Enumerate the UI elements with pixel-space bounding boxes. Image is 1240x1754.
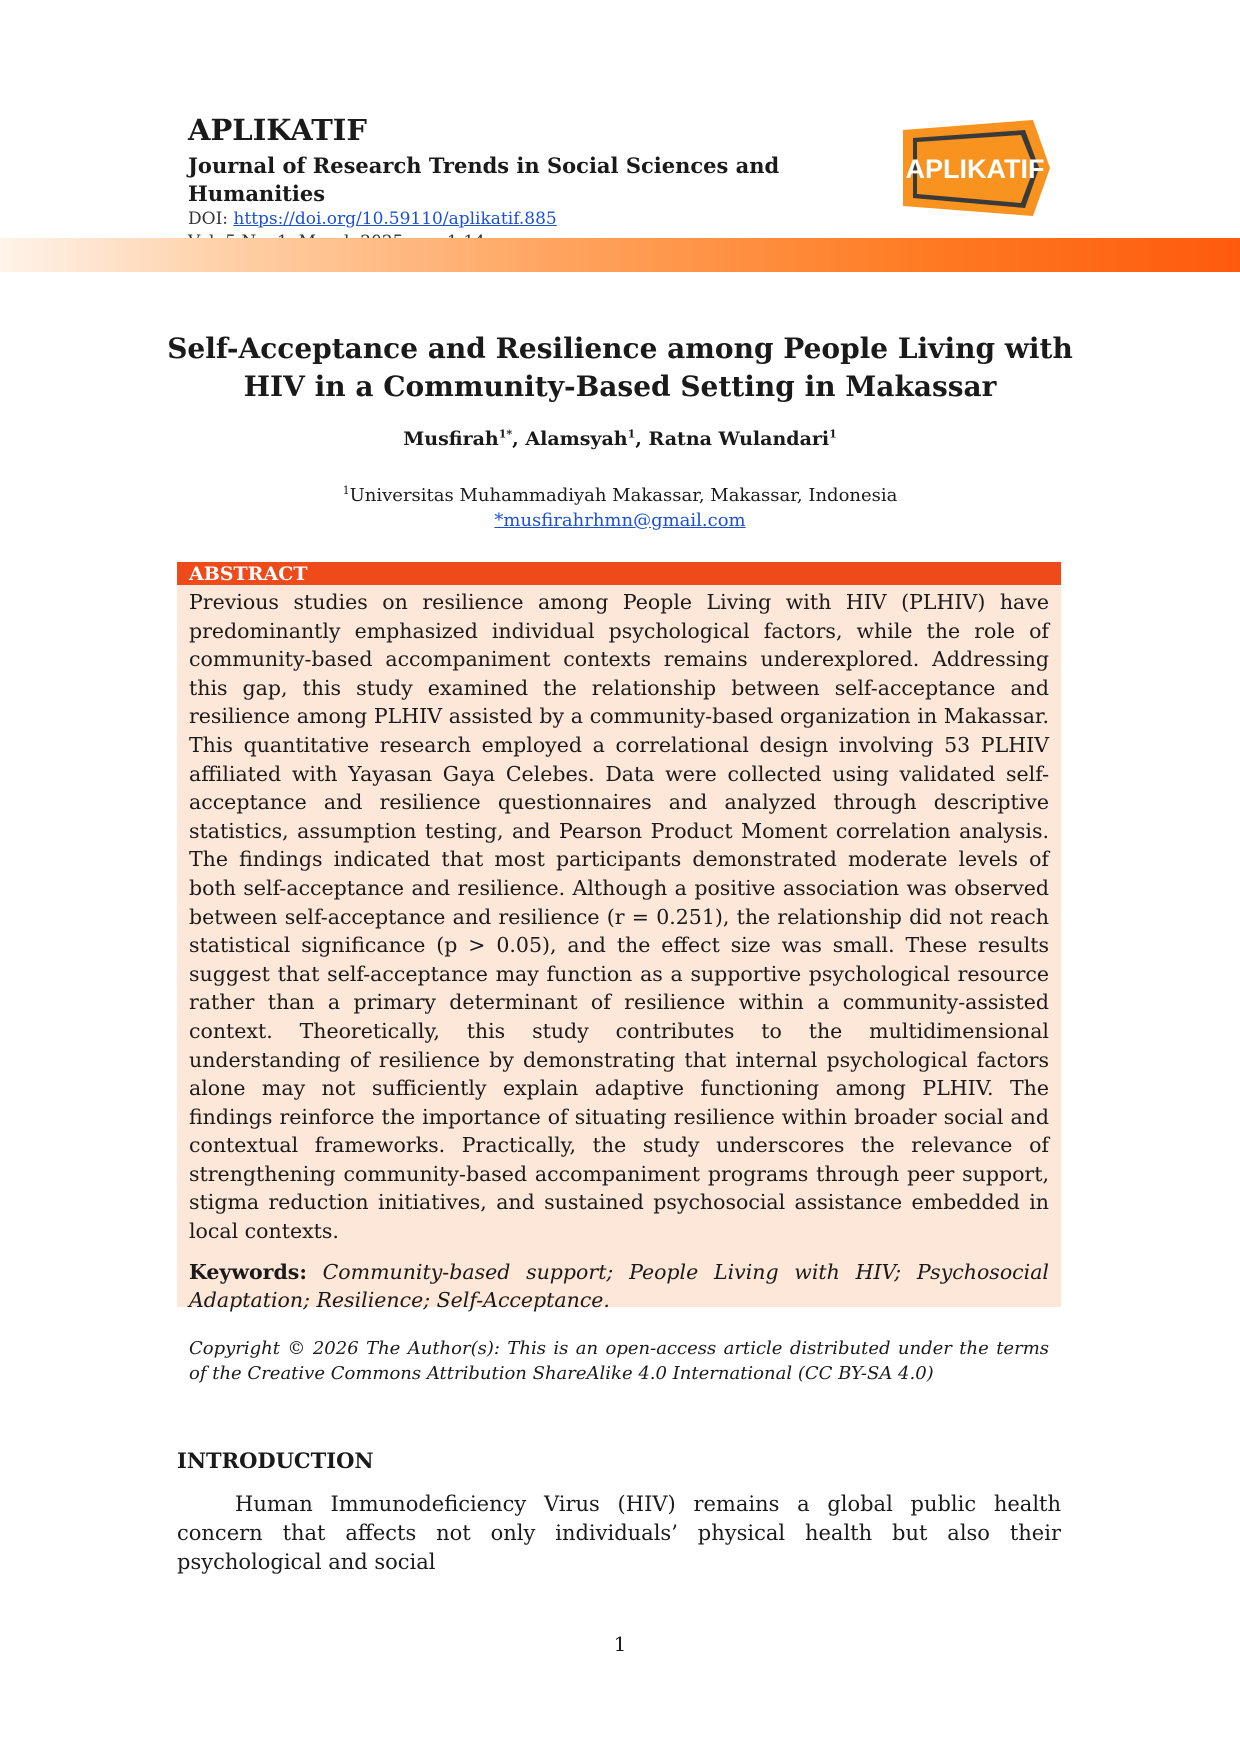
article-title [160, 330, 1080, 406]
abstract-box [177, 562, 1061, 1312]
keywords [177, 1246, 1061, 1314]
doi-link[interactable]: https://doi.org/10.59110/aplikatif.885 [233, 209, 557, 229]
author-name: Ratna Wulandari [648, 428, 830, 450]
affiliation [160, 483, 1080, 508]
author-separator: , [635, 428, 649, 450]
author-affiliation-mark: 1 [829, 427, 837, 441]
introduction-heading: INTRODUCTION [177, 1448, 374, 1473]
author-list [160, 428, 1080, 450]
author-separator: , [512, 428, 526, 450]
header-color-band [0, 238, 1240, 272]
author-name: Alamsyah [525, 428, 628, 450]
affiliation-block [160, 483, 1080, 533]
journal-name: APLIKATIF [188, 113, 367, 147]
copyright-notice: Copyright © 2026 The Author(s): This is an open-access article distributed under the terms of the Creative Commons Attribution ShareAlike 4.0 International (CC BY-SA 4.0) [189, 1338, 1049, 1384]
author-email-link[interactable]: *musfirahrhmn@gmail.com [494, 510, 746, 531]
journal-header [188, 112, 888, 254]
doi-line [188, 208, 888, 231]
affiliation-mark: 1 [342, 484, 350, 497]
keywords-list: Community-based support; People Living with HIV; Psychosocial Adaptation; Resilience; Self-Acceptance. [189, 1259, 1049, 1312]
author-affiliation-mark: 1* [498, 427, 513, 441]
introduction-text: Human Immunodeficiency Virus (HIV) remains a global public health concern that affects not only individuals’ physical health but also their psychological and social [177, 1492, 1061, 1574]
abstract-text: Previous studies on resilience among People Living with HIV (PLHIV) have predominantly emphasized individual psychological factors, while the role of community-based accompaniment contexts remains underexplored. Addressing this gap, this study examined the relationship between self-acceptance and resilience among PLHIV assisted by a community-based organization in Makassar. This quantitative research employed a correlational design involving 53 PLHIV affiliated with Yayasan Gaya Celebes. Data were collected using validated self-acceptance and resilience questionnaires and analyzed through descriptive statistics, assumption testing, and Pearson Product Moment correlation analysis. The findings indicated that most participants demonstrated moderate levels of both self-acceptance and resilience. Although a positive association was observed between self-acceptance and resilience (r = 0.251), the relationship did not reach statistical significance (p > 0.05), and the effect size was small. These results suggest that self-acceptance may function as a supportive psychological resource rather than a primary determinant of resilience within a community-assisted context. Theoretically, this study contributes to the multidimensional understanding of resilience by demonstrating that internal psychological factors alone may not sufficiently explain adaptive functioning among PLHIV. The findings reinforce the importance of situating resilience within broader social and contextual frameworks. Practically, the study underscores the relevance of strengthening community-based accompaniment programs through peer support, stigma reduction initiatives, and sustained psychosocial assistance embedded in local contexts. [189, 590, 1049, 1244]
journal-subtitle: Journal of Research Trends in Social Sciences and Humanities [188, 153, 780, 206]
affiliation-text: Universitas Muhammadiyah Makassar, Makassar, Indonesia [349, 485, 898, 506]
journal-logo [895, 118, 1055, 218]
doi-label: DOI: [188, 209, 234, 229]
keywords-label: Keywords: [189, 1259, 307, 1284]
title-line-2: HIV in a Community-Based Setting in Makassar [243, 370, 997, 403]
page-number: 1 [613, 1632, 627, 1656]
author-affiliation-mark: 1 [627, 427, 636, 441]
abstract-heading: ABSTRACT [177, 562, 1061, 585]
author-name: Musfirah [403, 428, 499, 450]
logo-text: APLIKATIF [905, 154, 1045, 184]
title-line-1: Self-Acceptance and Resilience among People Living with [167, 332, 1073, 365]
